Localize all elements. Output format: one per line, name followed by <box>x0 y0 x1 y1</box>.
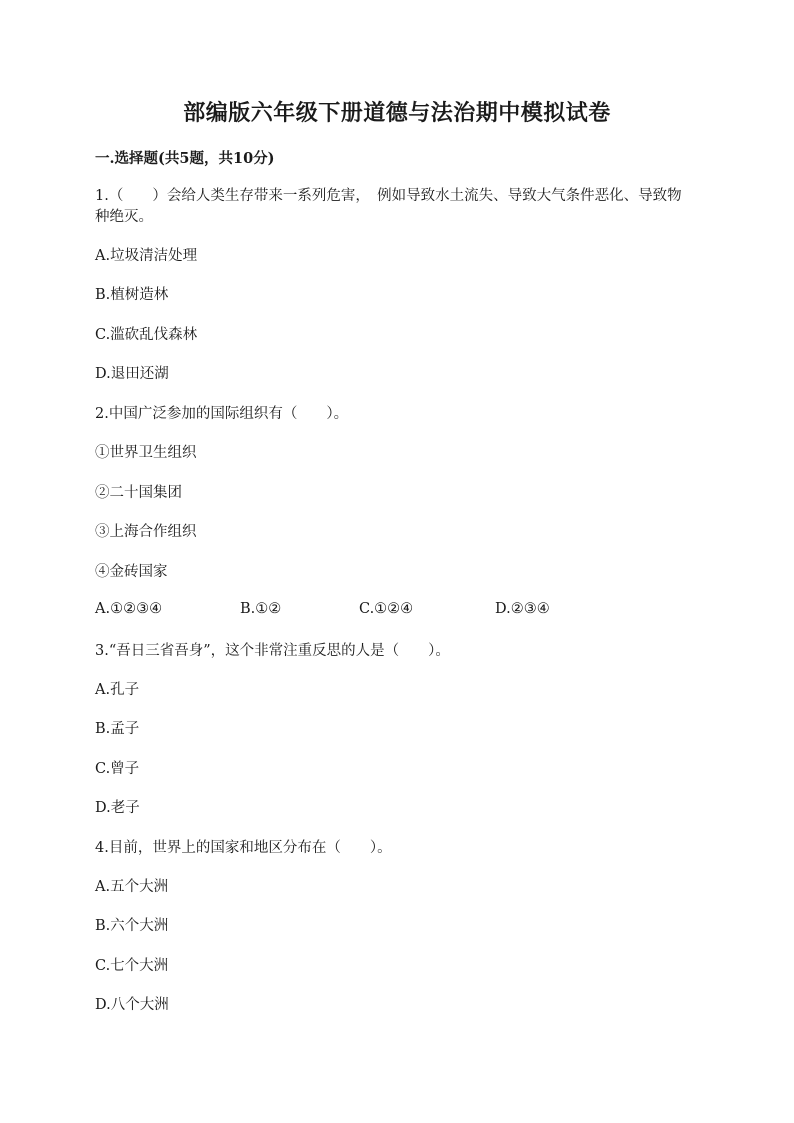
question-2-item-3: ③上海合作组织 <box>95 524 197 540</box>
question-2-options <box>95 601 695 622</box>
question-2-option-c: C.①②④ <box>359 601 414 617</box>
question-2-item-4: ④金砖国家 <box>95 564 168 580</box>
question-4-option-d: D.八个大洲 <box>95 997 169 1013</box>
question-2-option-d: D.②③④ <box>495 601 550 617</box>
question-3-option-b: B.孟子 <box>95 721 140 737</box>
question-2-item-1: ①世界卫生组织 <box>95 445 197 461</box>
question-1-option-d: D.退田还湖 <box>95 366 169 382</box>
question-1-option-c: C.滥砍乱伐森林 <box>95 327 198 343</box>
question-4-stem: 4.目前，世界上的国家和地区分布在（ ）。 <box>95 840 392 856</box>
question-4-option-b: B.六个大洲 <box>95 918 169 934</box>
question-2-item-2: ②二十国集团 <box>95 485 182 501</box>
page-title: 部编版六年级下册道德与法治期中模拟试卷 <box>183 100 611 126</box>
question-3-option-d: D.老子 <box>95 800 140 816</box>
question-4-option-c: C.七个大洲 <box>95 958 169 974</box>
question-2-option-a: A.①②③④ <box>95 601 163 617</box>
question-2-option-b: B.①② <box>240 601 282 617</box>
question-1-option-b: B.植树造林 <box>95 287 169 303</box>
question-1-stem: 1.（ ）会给人类生存带来一系列危害， 例如导致水土流失、导致大气条件恶化、导致物种绝灭。 <box>95 188 682 225</box>
question-4-option-a: A.五个大洲 <box>95 879 169 895</box>
question-2-stem: 2.中国广泛参加的国际组织有（ ）。 <box>95 406 349 422</box>
question-3-option-c: C.曾子 <box>95 761 140 777</box>
question-3-stem: 3.“吾日三省吾身”，这个非常注重反思的人是（ ）。 <box>95 643 450 659</box>
section-heading: 一.选择题(共5题，共10分) <box>95 150 275 167</box>
question-1-option-a: A.垃圾清洁处理 <box>95 248 198 264</box>
question-3-option-a: A.孔子 <box>95 682 140 698</box>
